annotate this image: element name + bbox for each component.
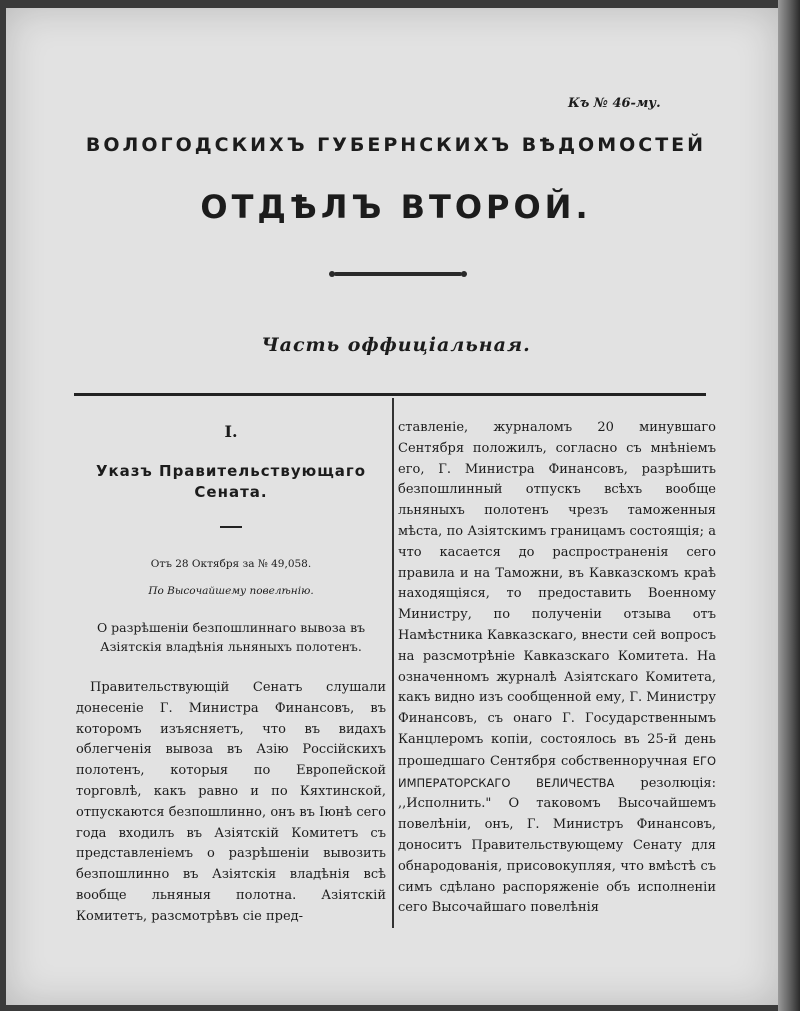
decree-date: Отъ 28 Октября за № 49,058. [150, 558, 312, 571]
ornament-rule [334, 272, 462, 276]
decree-authority: По Высочайшему повелѣнію. [148, 585, 314, 598]
body-text-a: ставленіе, журналомъ 20 минувшаго Сентября положилъ, согласно съ мнѣніемъ его, Г. Министра Финансовъ, разрѣшить безпошлинный отпускъ всѣхъ вообще льняныхъ полотенъ чрезъ таможенныя мѣста, по Азіятскимъ границамъ состоящія; а что касается до распространенія сего правила и на Таможни, въ Кавказскомъ краѣ находящіяся, то предоставить Военному Министру, по полученіи отзыва отъ Намѣстника Кавказскаго, внести сей вопросъ на разсмотрѣніе Кавказскаго Комитета. На означенномъ журналѣ Азіятскаго Комитета, какъ видно изъ сообщенной ему, Г. Министру Финансовъ, съ онаго Г. Государственнымъ Канцлеромъ копіи, состоялось въ 25-й день прошедшаго Сентября собственноручная [398, 420, 717, 769]
masthead: ВОЛОГОДСКИХЪ ГУБЕРНСКИХЪ ВѢДОМОСТЕЙ [85, 134, 707, 156]
page-edge [778, 0, 800, 1011]
newspaper-page [6, 8, 778, 1005]
body-text-b: резолюція: ,,Исполнить." О таковомъ Высочайшемъ повелѣніи, онъ, Г. Министръ Финансовъ, доноситъ Правительствующему Сенату для обнародованія, присовокупляя, что вмѣстѣ съ симъ сдѣлано распоряженіе объ исполненіи сего Высочайшаго повелѣнія [398, 775, 716, 916]
decree-body-right [398, 418, 716, 919]
column-divider [392, 398, 394, 928]
decree-body-left: Правительствующій Сенатъ слушали донесеніе Г. Министра Финансовъ, въ которомъ изъясняетъ, что въ видахъ облегченія вывоза въ Азію Россійскихъ полотенъ, которыя по Европейской торговлѣ, какъ равно и по Кяхтинской, отпускаются безпошлинно, онъ въ Іюнѣ сего года входилъ въ Азіятскій Комитетъ съ представленіемъ о разрѣшеніи вывозить безпошлинно въ Азіятскія владѣнія всѣ вообще льняныя полотна. Азіятскій Комитетъ, разсмотрѣвъ сіе пред- [76, 679, 386, 924]
left-column [76, 422, 386, 928]
decree-heading: Указъ Правительствующаго Сената. [95, 461, 367, 501]
section-title: ОТДѢЛЪ ВТОРОЙ. [200, 188, 592, 226]
imperial-title: ЕГО ИМПЕРАТОРСКАГО ВЕЛИЧЕСТВА [398, 753, 717, 790]
part-title: Часть оффиціальная. [261, 334, 531, 356]
article-number: I. [224, 422, 238, 441]
short-rule [220, 526, 242, 528]
decree-subject: О разрѣшеніи безпошлиннаго вывоза въ Азіятскія владѣнія льняныхъ полотенъ. [96, 619, 366, 654]
right-column [398, 418, 716, 919]
issue-reference: Къ № 46-му. [568, 96, 661, 111]
horizontal-rule [74, 393, 706, 396]
